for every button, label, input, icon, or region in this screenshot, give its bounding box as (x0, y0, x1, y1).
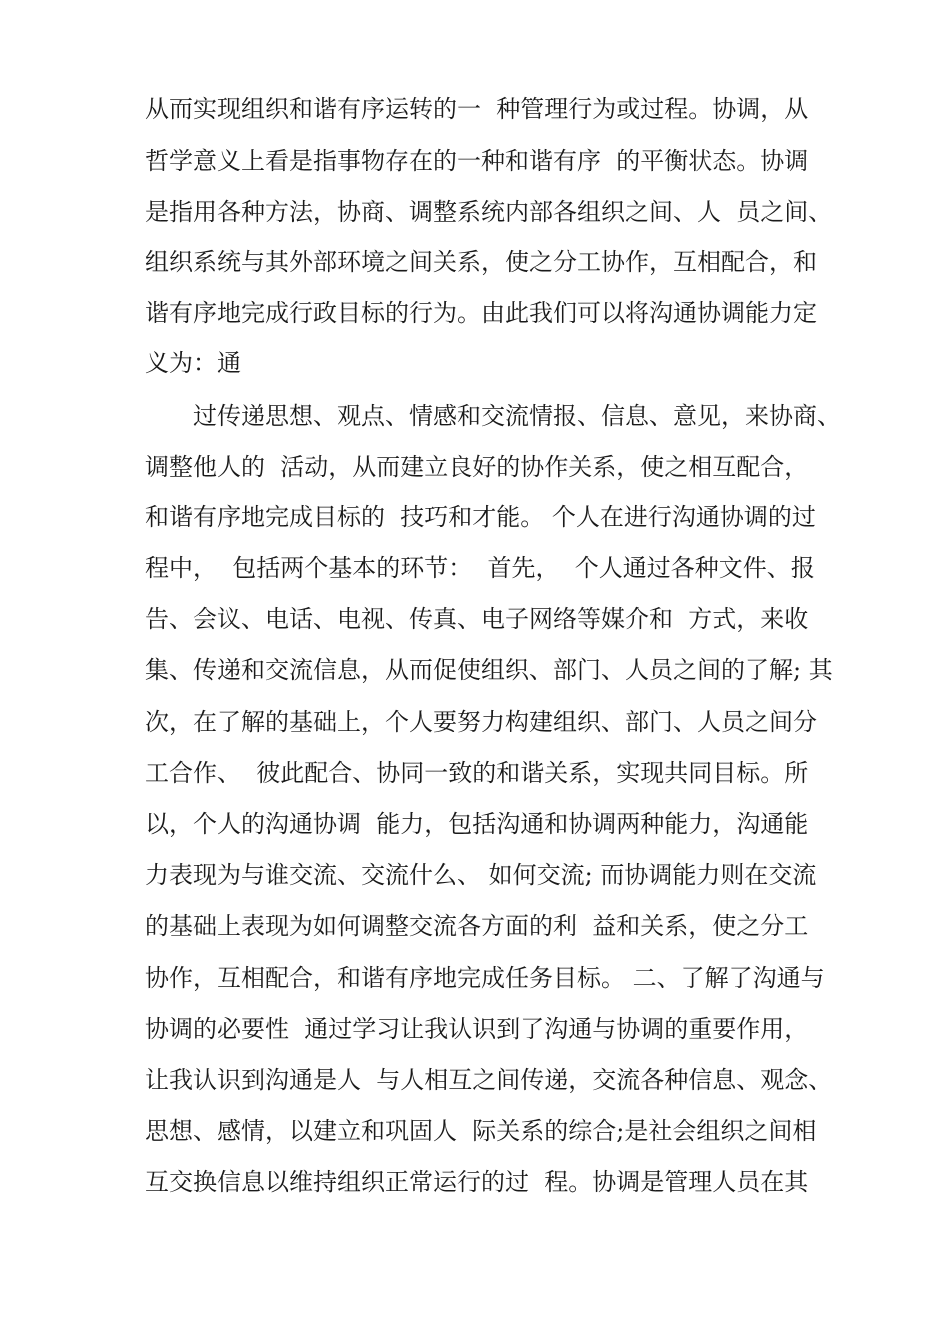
text-line: 告、会议、电话、电视、传真、电子网络等媒介和 方式，来收 (145, 605, 809, 633)
text-line: 以，个人的沟通协调 能力，包括沟通和协调两种能力，沟通能 (145, 810, 809, 838)
text-line: 工合作、 彼此配合、协同一致的和谐关系，实现共同目标。所 (145, 759, 809, 787)
text-line: 集、传递和交流信息，从而促使组织、部门、人员之间的了解; 其 (145, 656, 833, 684)
text-line: 互交换信息以维持组织正常运行的过 程。协调是管理人员在其 (145, 1168, 809, 1196)
text-line: 让我认识到沟通是人 与人相互之间传递，交流各种信息、观念、 (145, 1066, 833, 1094)
text-line: 和谐有序地完成目标的 技巧和才能。 个人在进行沟通协调的过 (145, 503, 816, 531)
text-line: 是指用各种方法，协商、调整系统内部各组织之间、人 员之间、 (145, 198, 833, 226)
text-line: 的基础上表现为如何调整交流各方面的利 益和关系，使之分工 (145, 912, 809, 940)
paragraph-first-line: 过传递思想、观点、情感和交流情报、信息、意见，来协商、 (193, 402, 841, 430)
text-line: 组织系统与其外部环境之间关系，使之分工协作，互相配合，和 (145, 248, 817, 276)
text-line: 谐有序地完成行政目标的行为。由此我们可以将沟通协调能力定 (145, 299, 817, 327)
text-line: 哲学意义上看是指事物存在的一种和谐有序 的平衡状态。协调 (145, 147, 809, 175)
text-line: 调整他人的 活动，从而建立良好的协作关系，使之相互配合， (145, 453, 809, 481)
text-line: 协调的必要性 通过学习让我认识到了沟通与协调的重要作用， (145, 1015, 809, 1043)
text-line: 思想、感情，以建立和巩固人 际关系的综合;是社会组织之间相 (145, 1117, 817, 1145)
text-line: 从而实现组织和谐有序运转的一 种管理行为或过程。协调，从 (145, 95, 809, 123)
text-line: 义为：通 (145, 349, 241, 377)
text-line: 程中， 包括两个基本的环节： 首先， 个人通过各种文件、报 (145, 554, 815, 582)
text-line: 次，在了解的基础上，个人要努力构建组织、部门、人员之间分 (145, 708, 817, 736)
text-line: 力表现为与谁交流、交流什么、 如何交流; 而协调能力则在交流 (145, 861, 817, 889)
text-line: 协作，互相配合，和谐有序地完成任务目标。 二、了解了沟通与 (145, 964, 825, 992)
